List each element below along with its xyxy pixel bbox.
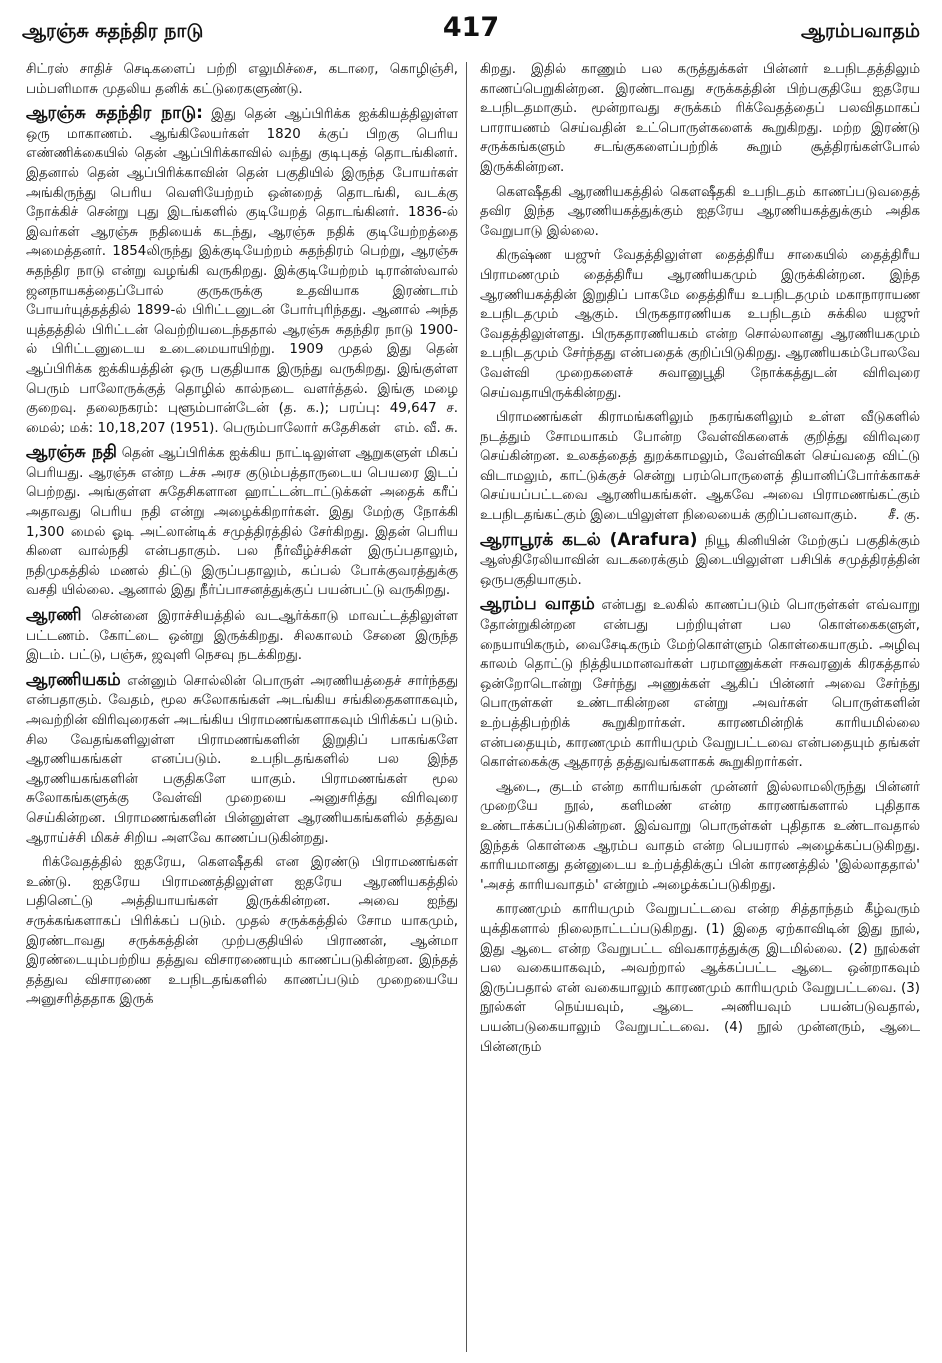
paragraph-text: தென் ஆப்பிரிக்க ஐக்கிய நாட்டிலுள்ள ஆறுகளுள் மிகப் பெரியது. ஆரஞ்சு என்ற டச்சு அரச குடும்பத்தாருடைய பெயரை இடப் பெற்றது. அங்குள்ள சுதேசிகளான ஹாட்டன்டாட்டுக்கள் அதைக் கரீப் அதாவது பெரிய நதி என்று அழைக்கிறார்கள். இது மேற்கு நோக்கி 1,300 மைல் ஓடி அட்லான்டிக் சமுத்திரத்தில் சேர்கிறது. இதன் பெரிய கிளை வால்நதி என்பதாகும். பல நீர்வீழ்ச்சிகள் இருப்பதாலும், நதிமுகத்தில் மணல் திட்டு இருப்பதாலும், கப்பல் போக்குவரத்துக்கு வசதி யில்லை. ஆனால் இது நீர்ப்பாசனத்துக்குப் பயன்பட்டு வருகிறது. <box>26 446 458 599</box>
paragraph-text: சென்னை இராச்சியத்தில் வடஆர்க்காடு மாவட்டத்திலுள்ள பட்டணம். கோட்டை ஒன்று இருக்கிறது. சிலகாலம் சேனை இருந்த இடம். பட்டு, பஞ்சு, ஜவுளி நெசவு நடக்கிறது. <box>26 609 458 664</box>
text-paragraph <box>480 246 920 403</box>
left-column <box>26 60 458 1015</box>
entry-paragraph <box>480 531 920 591</box>
paragraph-text: கிறது. இதில் காணும் பல கருத்துக்கள் பின்னர் உபநிடதத்திலும் காணப்பெறுகின்றன. இரண்டாவது சருக்கத்தின் பிற்பகுதியே ஐதரேய உபநிடதமாகும். மூன்றாவது சருக்கம் ரிக்வேதத்தைப் பலவிதமாகப் பாராயணம் செய்வதின் உட்பொருள்களைக் கூறுகிறது. மற்ற இரண்டு சருக்கங்களும் சடங்குகளைப்பற்றிக் கூறும் சூத்திரங்கள்போல் இருக்கின்றன. <box>480 62 920 175</box>
entry-headword: ஆரணியகம் <box>26 669 121 690</box>
entry-headword: ஆரஞ்சு சுதந்திர நாடு: <box>26 103 203 124</box>
entry-paragraph <box>26 671 458 848</box>
column-divider <box>466 62 467 1352</box>
paragraph-text: சிட்ரஸ் சாதிச் செடிகளைப் பற்றி எலுமிச்சை, கடாரை, கொழிஞ்சி, பம்பளிமாசு முதலிய தனிக் கட்டுரைகளுண்டு. <box>26 62 458 97</box>
paragraph-text: ஆடை, குடம் என்ற காரியங்கள் முன்னர் இல்லாமலிருந்து பின்னர் முறையே நூல், களிமண் என்ற காரணங்களால் புதிதாக உண்டாக்கப்படுகின்றன. இவ்வாறு பொருள்கள் புதிதாக உண்டாவதால் இந்தக் கொள்கை ஆரம்ப வாதம் என்ற பெயரால் அழைக்கப்படுகிறது. காரியமானது தன்னுடைய உற்பத்திக்குப் பின் காரணத்தில் 'இல்லாததால்' 'அசத் காரியவாதம்' என்றும் அழைக்கப்படுகிறது. <box>480 779 920 893</box>
paragraph-text: இது தென் ஆப்பிரிக்க ஐக்கியத்திலுள்ள ஒரு மாகாணம். ஆங்கிலேயர்கள் 1820 க்குப் பிறகு பெரிய எண்ணிக்கையில் தென் ஆப்பிரிக்காவில் வந்து குடிபுகத் தொடங்கினர். இதனால் தென் ஆப்பிரிக்காவின் தென் பகுதியில் இருந்த போயர்கள் அங்கிருந்து பெரிய வெளியேற்றம் ஒன்றைத் தொடங்கி, வடக்கு நோக்கிச் சென்று புது இடங்களில் குடியேறத் தொடங்கினர். 1836-ல் இவர்கள் ஆரஞ்சு நதியைக் கடந்து, ஆரஞ்சு நதிக் குடியேற்றத்தை அமைத்தனர். 1854லிருந்து இக்குடியேற்றம் சுதந்திரம் பெற்று, ஆரஞ்சு சுதந்திர நாடு என்று வழங்கி வருகிறது. இக்குடியேற்றம் டிரான்ஸ்வால் ஜனநாயகத்தைப்போல் குருகருக்கு உதவியாக இரண்டாம் போயர்யுத்தத்தில் 1899-ல் பிரிட்டனுடன் போர்புரிந்தது. ஆனால் அந்த யுத்தத்தில் பிரிட்டன் வெற்றியடைந்ததால் ஆரஞ்சு சுதந்திர நாடு 1900-ல் பிரிட்டனுடைய உடைமையாயிற்று. 1909 முதல் இது தென் ஆப்பிரிக்க ஐக்கியத்தின் ஒரு பகுதியாக இருந்து வருகிறது. இங்குள்ள பெரும் பாலோருக்குத் தொழில் கால்நடை வளர்த்தல். இங்கு மழை குறைவு. தலைநகரம்: புளூம்பான்டேன் (த. க.); பரப்பு: 49,647 ச. மைல்; மக்: 10,18,207 (1951). பெரும்பாலோர் சுதேசிகள் <box>26 107 458 436</box>
text-paragraph <box>26 60 458 99</box>
entry-paragraph <box>26 606 458 666</box>
entry-paragraph <box>26 104 458 438</box>
page-number: 417 <box>442 12 500 43</box>
entry-headword: ஆராபூரக் கடல் (Arafura) <box>480 529 698 550</box>
paragraph-text: ரிக்வேதத்தில் ஐதரேய, கௌஷீதகி என இரண்டு பிராமணங்கள் உண்டு. ஐதரேய பிராமணத்திலுள்ள ஐதரேய ஆரணியகத்தில் பதினெட்டு அத்தியாயங்கள் இருக்கின்றன. அவை ஐந்து சருக்கங்களாகப் பிரிக்கப் படும். முதல் சருக்கத்தில் சோம யாகமும், இரண்டாவது சருக்கத்தின் முற்பகுதியில் பிராணன், ஆன்மா இரண்டையும்பற்றிய தத்துவ விசாரணையும் காணப்படுகின்றன. இந்தத் தத்துவ விசாரணை உபநிடதங்களில் காணப்படும் முறையையே அனுசரித்ததாக இருக் <box>26 855 458 1008</box>
entry-headword: ஆரம்ப வாதம் <box>480 594 595 615</box>
text-paragraph <box>480 778 920 896</box>
author-signature: எம். வீ. சு. <box>393 420 458 436</box>
entry-paragraph <box>480 595 920 772</box>
author-signature: சீ. கு. <box>887 508 920 524</box>
paragraph-text: என்பது உலகில் காணப்படும் பொருள்கள் எவ்வாறு தோன்றுகின்றன என்பது பற்றியுள்ள பல கொள்கைகளுள், நையாயிகரும், வைசேடிகரும் மேற்கொள்ளும் கொள்கையாகும். அழிவு காலம் தொட்டு நித்தியமானவர்கள் பரமாணுக்கள் ஈசுவரனுக் கிரகத்தால் ஒன்றோடொன்று சேர்ந்து அணுக்கள் ஆகிப் பின்னர் அவை சேர்ந்து பொருள்கள் உண்டாகின்றன என்று அவர்கள் பொருள்களின் உற்பத்திபற்றிக் கூறுகிறார்கள். காரணமின்றிக் காரியமில்லை என்பதையும், காரணமும் காரியமும் வேறுபட்டவை என்பதையும் தங்கள் கொள்கைக்கு ஆதாரத் தத்துவங்களாகக் கூறுகிறார்கள். <box>480 598 920 771</box>
entry-paragraph <box>26 443 458 601</box>
text-paragraph <box>480 900 920 1057</box>
text-paragraph <box>480 408 920 526</box>
running-head-left: ஆரஞ்சு சுதந்திர நாடு <box>22 20 204 42</box>
running-head-right: ஆரம்பவாதம் <box>800 20 920 42</box>
paragraph-text: காரணமும் காரியமும் வேறுபட்டவை என்ற சித்தாந்தம் கீழ்வரும் யுக்திகளால் நிலைநாட்டப்படுகிறது. (1) இதை ஏற்காவிடின் இது நூல், இது ஆடை என்ற வேறுபட்ட விவகாரத்துக்கு இடமில்லை. (2) நூல்கள் பல வகையாகவும், அவற்றால் ஆக்கப்பட்ட ஆடை ஒன்றாகவும் இருப்பதால் என் வகையாலும் காரணமும் காரியமும் வேறுபட்டவை. (3) நூல்கள் நெய்யவும், ஆடை அணியவும் பயன்படுவதால், பயன்படுகையாலும் வேறுபட்டவை. (4) நூல் முன்னரும், ஆடை பின்னரும் <box>480 902 920 1055</box>
paragraph-text: கிருஷ்ண யஜுர் வேதத்திலுள்ள தைத்திரீய சாகையில் தைத்திரீய பிராமணமும் தைத்திரீய ஆரணியகமும் இருக்கின்றன. இந்த ஆரணியகத்தின் இறுதிப் பாகமே தைத்திரீய உபநிடதமும் மகாநாராயண உபநிடதமும் ஆகும். பிருகதாரணியக உபநிடதம் சுக்கில யஜுர் வேதத்திலுள்ளது. பிருகதாரணியகம் என்ற சொல்லானது ஆரணியகமும் உபநிடதமும் சேர்ந்தது என்பதைக் குறிப்பிடுகிறது. ஆரணியகம்போலவே வேள்வி முறைகளைச் சுவானுபூதி நோக்கத்துடன் விரிவுரை செய்வதாயிருக்கின்றது. <box>480 248 920 401</box>
entry-headword: ஆரஞ்சு நதி <box>26 442 117 463</box>
paragraph-text: நியூ கினியின் மேற்குப் பகுதிக்கும் ஆஸ்திரேலியாவின் வடகரைக்கும் இடையிலுள்ள பசிபிக் சமுத்திரத்தின் ஒருபகுதியாகும். <box>480 533 920 588</box>
right-column <box>480 60 920 1062</box>
text-paragraph <box>480 183 920 242</box>
paragraph-text: பிராமணங்கள் கிராமங்களிலும் நகரங்களிலும் உள்ள வீடுகளில் நடத்தும் சோமயாகம் போன்ற வேள்விகளைக் குறித்து விரிவுரை செய்கின்றன. உலகத்தைத் துறக்காமலும், வேள்விகள் செய்வதை விட்டு விடாமலும், காட்டுக்குச் சென்று பரம்பொருளைத் தியானிப்போர்க்காகச் செய்யப்பட்டவை ஆரணியகங்கள். ஆகவே அவை பிராமணங்கட்கும் உபநிடதங்கட்கும் இடையிலுள்ள நிலையைக் குறிப்பனவாகும். <box>480 410 920 524</box>
page-header <box>22 12 920 52</box>
paragraph-text: என்னும் சொல்லின் பொருள் அரணியத்தைச் சார்ந்தது என்பதாகும். வேதம், மூல சுலோகங்கள் அடங்கிய சங்கிதைகளாகவும், அவற்றின் விரிவுரைகள் அடங்கிய பிராமணங்களாகவும் பிரிக்கப் படும். சில வேதங்களிலுள்ள பிராமணங்களின் இறுதிப் பாகங்களே ஆரணியகங்கள் எனப்படும். உபநிடதங்களில் பல இந்த ஆரணியகங்களின் பகுதிகளே யாகும். பிராமணங்கள் மூல சுலோகங்களுக்கு வேள்வி முறையை அனுசரித்து விரிவுரை செய்கின்றன. பிராமணங்களின் பின்னுள்ள ஆரணியகங்களில் தத்துவ ஆராய்ச்சி மிகச் சிறிய அளவே காணப்படுகின்றது. <box>26 673 458 846</box>
paragraph-text: கௌஷீதகி ஆரணியகத்தில் கௌஷீதகி உபநிடதம் காணப்படுவதைத் தவிர இந்த ஆரணியகத்துக்கும் ஐதரேய ஆரணியகத்துக்கும் அதிக வேறுபாடு இல்லை. <box>480 184 920 239</box>
text-paragraph <box>480 60 920 178</box>
entry-headword: ஆரணி <box>26 605 82 626</box>
text-paragraph <box>26 853 458 1010</box>
